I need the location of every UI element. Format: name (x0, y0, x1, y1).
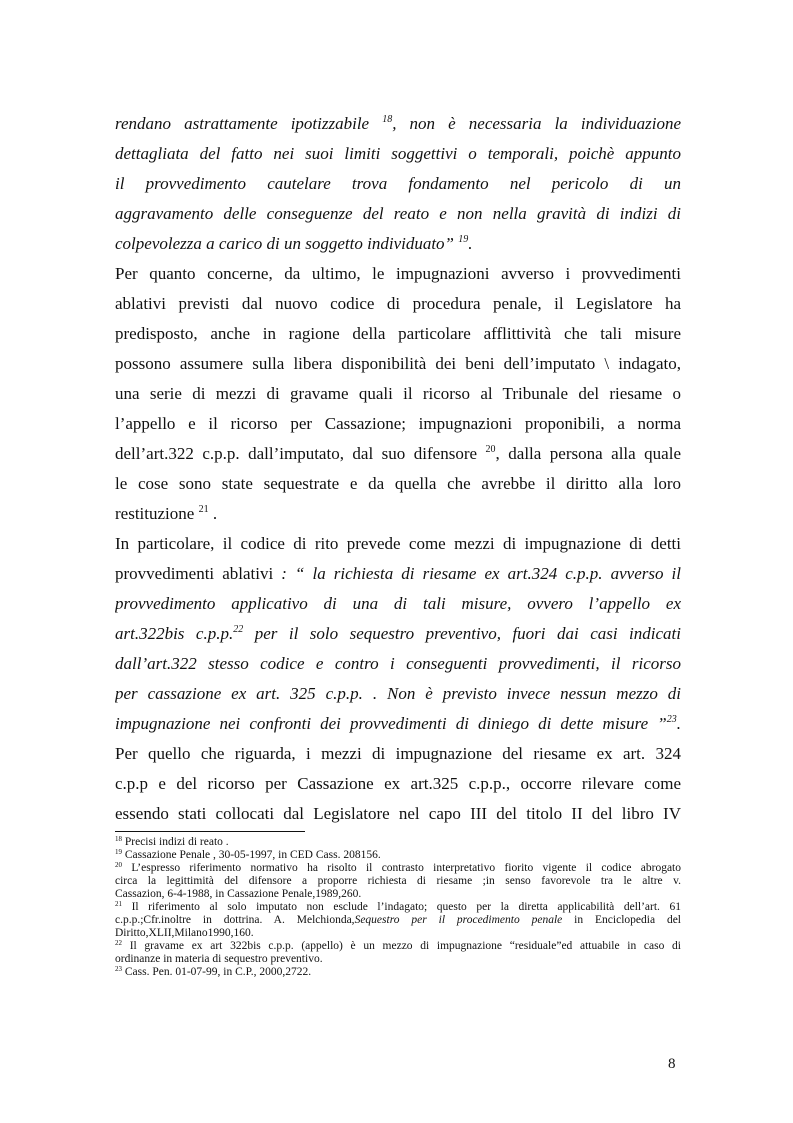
footnote-18: $^{18}$ Precisi indizi di reato . (115, 836, 229, 848)
footnote-ref[interactable]: 20 (485, 444, 496, 455)
footnote-ref[interactable]: 21 (198, 504, 209, 515)
footnote-ref[interactable]: 23 (666, 714, 677, 725)
text-line: possono assumere sulla libera disponibilità dei beni dell’imputato \ indagato, (115, 354, 681, 373)
text-line: rendano astrattamente ipotizzabile $^{18}$, non è necessaria la individuazione (115, 114, 681, 133)
footnote-21-cont: c.p.p.;Cfr.inoltre in dottrina. A. Melchionda,Sequestro per il procedimento penale in Enciclopedia del (115, 914, 681, 926)
text-line: per cassazione ex art. 325 c.p.p. . Non è previsto invece nessun mezzo di (115, 684, 681, 703)
text-line: In particolare, il codice di rito prevede come mezzi di impugnazione di detti (115, 534, 681, 553)
footnote-ref[interactable]: 18 (382, 114, 393, 125)
footnote-21: $^{21}$ Il riferimento al solo imputato non esclude l’indagato; questo per la diretta applicabilità dell’art. 61 (115, 901, 681, 913)
text-line: il provvedimento cautelare trova fondamento nel pericolo di un (115, 174, 681, 193)
footnotes (115, 836, 681, 979)
text-line: predisposto, anche in ragione della particolare afflittività che tali misure (115, 324, 681, 343)
text-line: colpevolezza a carico di un soggetto individuato” $^{19}$. (115, 234, 473, 253)
footnote-23: $^{23}$ Cass. Pen. 01-07-99, in C.P., 2000,2722. (115, 966, 312, 978)
text-line: aggravamento delle conseguenze del reato e non nella gravità di indizi di (115, 204, 681, 223)
footnote-20: $^{20}$ L’espresso riferimento normativo ha risolto il contrasto interpretativo fiorito vigente il codice abrogato (115, 862, 681, 874)
text-line: le cose sono state sequestrate e da quella che avrebbe il diritto alla loro (115, 474, 681, 493)
footnote-19: $^{19}$ Cassazione Penale , 30-05-1997, in CED Cass. 208156. (115, 849, 381, 861)
footnote-22-cont: ordinanze in materia di sequestro preventivo. (115, 953, 323, 965)
text-line: una serie di mezzi di gravame quali il ricorso al Tribunale del riesame o (115, 384, 681, 403)
footnote-20-cont: circa la legittimità del difensore a proporre richiesta di riesame ;in senso favorevole tra le altre v. (115, 875, 681, 887)
footnote-separator (115, 831, 305, 832)
footnote-20-cont: Cassazion, 6-4-1988, in Cassazione Penale,1989,260. (115, 888, 362, 900)
footnote-21-cont: Diritto,XLII,Milano1990,160. (115, 927, 254, 939)
text-line: restituzione $^{21}$ . (115, 504, 218, 523)
page-number: 8 (668, 1056, 676, 1072)
footnote-ref[interactable]: 19 (458, 234, 469, 245)
footnote-ref[interactable]: 22 (233, 624, 244, 635)
text-line: art.322bis c.p.p.$^{22}$ per il solo sequestro preventivo, fuori dai casi indicati (115, 624, 681, 643)
text-line: dettagliata del fatto nei suoi limiti soggettivi o temporali, poichè appunto (115, 144, 681, 163)
text-line: provvedimenti ablativi : “ la richiesta di riesame ex art.324 c.p.p. avverso il (115, 564, 681, 583)
body-text (115, 109, 681, 829)
text-line: Per quanto concerne, da ultimo, le impugnazioni avverso i provvedimenti (115, 264, 681, 283)
text-line: provvedimento applicativo di una di tali misure, ovvero l’appello ex (115, 594, 681, 613)
text-line: impugnazione nei confronti dei provvedimenti di diniego di dette misure ”$^{23}$. (115, 714, 681, 733)
text-line: dell’art.322 c.p.p. dall’imputato, dal suo difensore $^{20}$, dalla persona alla quale (115, 444, 681, 463)
text-line: l’appello e il ricorso per Cassazione; impugnazioni proponibili, a norma (115, 414, 681, 433)
text-line: essendo stati collocati dal Legislatore nel capo III del titolo II del libro IV (115, 804, 681, 823)
text-line: Per quello che riguarda, i mezzi di impugnazione del riesame ex art. 324 (115, 744, 681, 763)
text-line: c.p.p e del ricorso per Cassazione ex art.325 c.p.p., occorre rilevare come (115, 774, 681, 793)
footnote-22: $^{22}$ Il gravame ex art 322bis c.p.p. (appello) è un mezzo di impugnazione “residuale”ed attuabile in caso di (115, 940, 681, 952)
text-line: dall’art.322 stesso codice e contro i conseguenti provvedimenti, il ricorso (115, 654, 681, 673)
text-line: ablativi previsti dal nuovo codice di procedura penale, il Legislatore ha (115, 294, 681, 313)
